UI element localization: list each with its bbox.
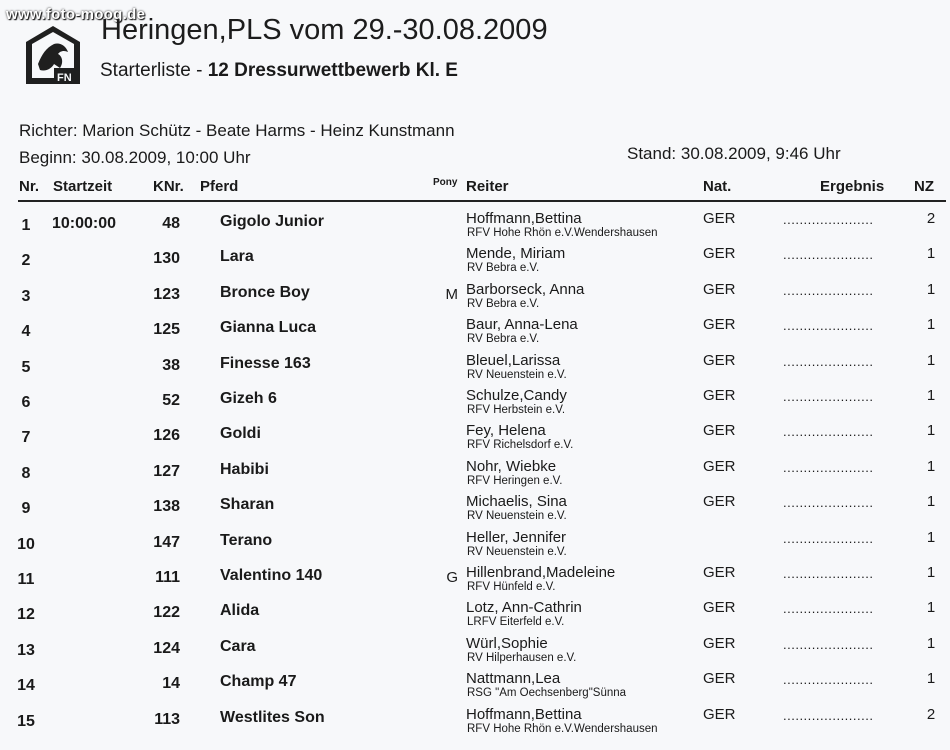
row-horse: Westlites Son <box>220 708 325 726</box>
col-header-nr: Nr. <box>19 178 40 195</box>
row-club: RFV Hünfeld e.V. <box>467 581 556 593</box>
row-horse: Habibi <box>220 460 269 478</box>
table-row <box>0 245 950 280</box>
fn-logo <box>24 24 82 86</box>
row-result: ...................... <box>783 247 874 263</box>
table-row <box>0 706 950 741</box>
row-rider: Baur, Anna-Lena <box>466 316 578 334</box>
competition-name: 12 Dressurwettbewerb Kl. E <box>207 60 458 81</box>
row-nz: 1 <box>926 634 936 652</box>
row-rider: Bleuel,Larissa <box>466 351 561 369</box>
table-row <box>0 564 950 599</box>
row-nr: 13 <box>17 641 35 659</box>
row-knr: 126 <box>153 427 180 445</box>
table-row <box>0 599 950 634</box>
row-result: ...................... <box>783 636 874 652</box>
row-horse: Gigolo Junior <box>220 213 324 230</box>
row-nat: GER <box>703 210 736 227</box>
row-rider: Würl,Sophie <box>466 634 548 652</box>
row-nz: 1 <box>926 599 936 617</box>
row-result: ...................... <box>783 530 874 546</box>
row-nat: GER <box>703 457 736 475</box>
row-club: RFV Richelsdorf e.V. <box>467 439 574 452</box>
row-knr: 130 <box>153 250 180 268</box>
row-horse: Gizeh 6 <box>220 390 277 407</box>
row-horse: Sharan <box>220 496 275 514</box>
row-rider: Mende, Miriam <box>466 245 566 263</box>
row-result: ...................... <box>783 459 874 475</box>
row-nz: 2 <box>926 705 936 723</box>
row-nr: 4 <box>21 323 31 341</box>
row-horse: Goldi <box>220 425 261 443</box>
table-row <box>0 352 950 387</box>
row-nat: GER <box>703 564 736 581</box>
row-result: ...................... <box>783 601 874 617</box>
row-nz: 1 <box>926 351 936 369</box>
col-header-reiter: Reiter <box>466 178 509 195</box>
subtitle-prefix: Starterliste - <box>100 60 208 81</box>
row-nz: 1 <box>926 493 936 511</box>
row-club: RFV Hohe Rhön e.V.Wendershausen <box>467 227 658 239</box>
row-knr: 127 <box>153 462 180 480</box>
row-club: RV Bebra e.V. <box>467 333 540 346</box>
row-nr: 6 <box>21 394 31 411</box>
row-nr: 15 <box>17 712 35 730</box>
row-knr: 122 <box>153 604 180 622</box>
row-rider: Fey, Helena <box>466 422 546 440</box>
row-nz: 1 <box>926 422 936 440</box>
row-nr: 7 <box>21 429 31 447</box>
col-header-knr: KNr. <box>153 178 184 195</box>
table-row <box>0 281 950 316</box>
row-nz: 1 <box>926 457 936 475</box>
begin-line: Beginn: 30.08.2009, 10:00 Uhr <box>19 148 251 167</box>
row-horse: Champ 47 <box>220 673 297 691</box>
row-result: ...................... <box>783 389 874 404</box>
row-club: RV Neuenstein e.V. <box>467 545 567 558</box>
row-knr: 125 <box>153 321 180 339</box>
col-header-ergebnis: Ergebnis <box>820 178 885 195</box>
table-row <box>0 458 950 493</box>
row-club: RFV Hohe Rhön e.V.Wendershausen <box>467 722 658 735</box>
row-nr: 9 <box>21 500 31 518</box>
row-club: RV Hilperhausen e.V. <box>467 651 577 664</box>
row-club: RSG "Am Oechsenberg"Sünna <box>467 687 627 700</box>
row-nat: GER <box>703 422 736 440</box>
row-nat: GER <box>703 705 736 723</box>
row-nr: 10 <box>17 535 35 553</box>
row-rider: Nohr, Wiebke <box>466 457 557 475</box>
row-rider: Michaelis, Sina <box>466 493 567 511</box>
row-result: ...................... <box>783 707 874 723</box>
row-horse: Valentino 140 <box>220 567 323 584</box>
row-nz: 1 <box>926 280 936 298</box>
row-nat: GER <box>703 280 736 298</box>
stand-line: Stand: 30.08.2009, 9:46 Uhr <box>627 144 841 163</box>
row-rider: Hoffmann,Bettina <box>466 210 582 227</box>
row-rider: Lotz, Ann-Cathrin <box>466 599 582 617</box>
row-horse: Lara <box>220 248 254 266</box>
svg-text:FN: FN <box>57 72 72 84</box>
row-result: ...................... <box>783 672 874 688</box>
row-knr: 111 <box>155 569 180 586</box>
row-nat: GER <box>703 245 736 263</box>
page-subtitle <box>100 60 458 82</box>
table-row <box>0 316 950 351</box>
row-nz: 1 <box>926 564 936 581</box>
col-header-nz: NZ <box>914 178 934 195</box>
row-result: ...................... <box>783 566 874 581</box>
row-nat: GER <box>703 599 736 617</box>
row-knr: 124 <box>153 639 180 657</box>
judges-line: Richter: Marion Schütz - Beate Harms - Heinz Kunstmann <box>19 121 455 140</box>
row-nr: 12 <box>17 606 35 624</box>
row-horse: Finesse 163 <box>220 354 311 372</box>
row-nz: 1 <box>926 528 936 546</box>
row-rider: Barborseck, Anna <box>466 280 585 298</box>
row-knr: 48 <box>162 215 180 232</box>
row-nr: 11 <box>17 571 35 588</box>
row-nat: GER <box>703 670 736 688</box>
row-horse: Alida <box>220 602 260 620</box>
row-category: M <box>445 285 458 303</box>
row-nr: 3 <box>21 287 31 305</box>
header-divider <box>18 200 946 202</box>
row-club: RFV Heringen e.V. <box>467 474 563 487</box>
row-result: ...................... <box>783 212 874 227</box>
row-rider: Schulze,Candy <box>466 387 567 404</box>
row-horse: Gianna Luca <box>220 319 317 337</box>
row-nr: 5 <box>21 358 31 376</box>
row-rider: Nattmann,Lea <box>466 670 561 688</box>
row-knr: 14 <box>162 675 180 693</box>
row-knr: 113 <box>154 710 180 728</box>
page-title: Heringen,PLS vom 29.-30.08.2009 <box>101 14 548 46</box>
row-knr: 123 <box>153 285 180 303</box>
row-knr: 138 <box>153 498 180 516</box>
row-horse: Cara <box>220 637 256 655</box>
row-club: RFV Herbstein e.V. <box>467 404 566 416</box>
table-row <box>0 670 950 705</box>
table-row <box>0 635 950 670</box>
row-club: RV Bebra e.V. <box>467 297 540 310</box>
row-knr: 52 <box>162 392 180 409</box>
row-knr: 147 <box>153 533 180 551</box>
table-row <box>0 210 950 245</box>
col-header-pferd: Pferd <box>200 178 239 195</box>
row-result: ...................... <box>783 282 874 298</box>
row-nat: GER <box>703 634 736 652</box>
table-row <box>0 422 950 457</box>
row-club: LRFV Eiterfeld e.V. <box>467 616 565 629</box>
row-rider: Hillenbrand,Madeleine <box>466 564 616 581</box>
table-row <box>0 529 950 564</box>
col-header-nat: Nat. <box>703 178 732 195</box>
row-nat: GER <box>703 351 736 369</box>
watermark: www.foto-moog.de <box>6 6 146 23</box>
row-nr: 1 <box>21 217 31 234</box>
table-row <box>0 493 950 528</box>
row-nat: GER <box>703 493 736 511</box>
row-rider: Heller, Jennifer <box>466 528 567 546</box>
row-nz: 1 <box>926 387 936 404</box>
row-club: RV Neuenstein e.V. <box>467 368 567 381</box>
row-nr: 8 <box>21 464 31 482</box>
row-nr: 14 <box>17 677 35 695</box>
row-nat: GER <box>703 387 736 404</box>
col-header-startzeit: Startzeit <box>53 178 113 195</box>
row-nat: GER <box>703 316 736 334</box>
row-category: G <box>446 569 458 586</box>
row-club: RV Bebra e.V. <box>467 262 540 275</box>
row-startzeit: 10:00:00 <box>52 215 117 232</box>
row-nr: 2 <box>21 252 31 270</box>
row-result: ...................... <box>783 318 874 334</box>
row-nz: 1 <box>926 670 936 688</box>
row-result: ...................... <box>783 424 874 440</box>
col-header-pony: Pony <box>433 177 458 188</box>
row-result: ...................... <box>783 495 874 511</box>
row-nz: 2 <box>926 210 936 227</box>
row-club: RV Neuenstein e.V. <box>467 510 567 523</box>
row-horse: Bronce Boy <box>220 283 310 301</box>
row-rider: Hoffmann,Bettina <box>466 705 582 723</box>
table-row <box>0 387 950 422</box>
row-knr: 38 <box>162 356 180 374</box>
row-result: ...................... <box>783 353 874 369</box>
row-nz: 1 <box>926 245 936 263</box>
row-horse: Terano <box>220 531 273 549</box>
row-nz: 1 <box>926 316 936 334</box>
